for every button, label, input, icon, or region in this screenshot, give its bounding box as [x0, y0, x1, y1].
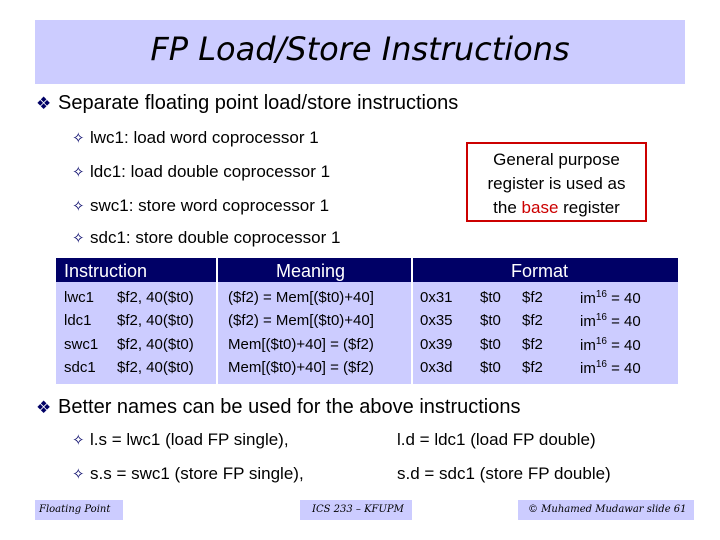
cell-opcode: 0x39 — [420, 336, 453, 353]
bullet-text: Separate floating point load/store instructions — [58, 92, 459, 114]
sub-item-text: lwc1: load word coprocessor 1 — [90, 128, 319, 147]
callout-line: the base register — [493, 198, 620, 217]
sub-item-text: sdc1: store double coprocessor 1 — [90, 228, 341, 247]
footer-left: Floating Point — [35, 500, 123, 520]
column-divider — [216, 258, 218, 384]
header-format: Format — [511, 261, 569, 281]
bullet-better-names — [36, 396, 521, 419]
sub-item-swc1 — [72, 196, 329, 216]
table-body — [56, 282, 678, 384]
cell-meaning: ($f2) = Mem[($t0)+40] — [228, 289, 374, 306]
diamond-bullet-icon: ❖ — [36, 94, 52, 113]
star-bullet-icon: ✧ — [72, 198, 85, 215]
cell-imm: $im^{16} = 40$ — [580, 336, 641, 354]
name-left-1: ✧ l.s = lwc1 (load FP single), — [72, 430, 289, 449]
header-instruction: Instruction — [64, 261, 148, 281]
cell-imm: $im^{16} = 40$ — [580, 289, 641, 307]
callout-highlight: base — [521, 198, 559, 217]
instruction-table — [56, 258, 678, 384]
callout-box — [466, 142, 647, 222]
cell-imm: $im^{16} = 40$ — [580, 312, 641, 330]
sub-item-text: ldc1: load double coprocessor 1 — [90, 162, 331, 181]
star-bullet-icon: ✧ — [72, 230, 85, 247]
cell-opcode: 0x3d — [420, 359, 453, 376]
cell-op: swc1 — [64, 336, 99, 353]
name-left-2: ✧ s.s = swc1 (store FP single), — [72, 464, 304, 483]
sub-item-lwc1 — [72, 128, 319, 148]
name-right-2: s.d = sdc1 (store FP double) — [397, 464, 611, 483]
footer-center: ICS 233 – KFUPM — [300, 500, 412, 520]
cell-opcode: 0x31 — [420, 289, 453, 306]
cell-ft: $f2 — [522, 289, 543, 306]
title-banner — [35, 20, 685, 84]
cell-rs: $t0 — [480, 359, 501, 376]
sub-item-text: swc1: store word coprocessor 1 — [90, 196, 330, 215]
cell-rs: $t0 — [480, 312, 501, 329]
cell-op: sdc1 — [64, 359, 96, 376]
cell-meaning: ($f2) = Mem[($t0)+40] — [228, 312, 374, 329]
star-bullet-icon: ✧ — [72, 130, 85, 147]
star-bullet-icon: ✧ — [72, 164, 85, 181]
star-bullet-icon: ✧ — [72, 466, 85, 483]
cell-meaning: Mem[($t0)+40] = ($f2) — [228, 336, 374, 353]
diamond-bullet-icon: ❖ — [36, 398, 52, 417]
sub-item-sdc1 — [72, 228, 340, 248]
cell-ft: $f2 — [522, 359, 543, 376]
cell-args: $f2, 40($t0) — [117, 336, 194, 353]
cell-rs: $t0 — [480, 336, 501, 353]
cell-op: ldc1 — [64, 312, 92, 329]
cell-op: lwc1 — [64, 289, 95, 306]
cell-opcode: 0x35 — [420, 312, 453, 329]
cell-ft: $f2 — [522, 336, 543, 353]
callout-line: General purpose — [493, 150, 620, 169]
bullet-text: Better names can be used for the above instructions — [58, 396, 521, 418]
cell-args: $f2, 40($t0) — [117, 359, 194, 376]
sub-item-ldc1 — [72, 162, 330, 182]
name-right-1: l.d = ldc1 (load FP double) — [397, 430, 596, 449]
callout-line: register is used as — [487, 174, 626, 193]
cell-rs: $t0 — [480, 289, 501, 306]
cell-args: $f2, 40($t0) — [117, 289, 194, 306]
cell-imm: $im^{16} = 40$ — [580, 359, 641, 377]
cell-meaning: Mem[($t0)+40] = ($f2) — [228, 359, 374, 376]
footer-right: © Muhamed Mudawar slide 61 — [518, 500, 694, 520]
table-header — [56, 258, 678, 282]
cell-ft: $f2 — [522, 312, 543, 329]
bullet-separate — [36, 92, 458, 115]
header-meaning: Meaning — [276, 261, 346, 281]
star-bullet-icon: ✧ — [72, 432, 85, 449]
slide-title: FP Load/Store Instructions — [150, 30, 570, 68]
cell-args: $f2, 40($t0) — [117, 312, 194, 329]
column-divider — [411, 258, 413, 384]
